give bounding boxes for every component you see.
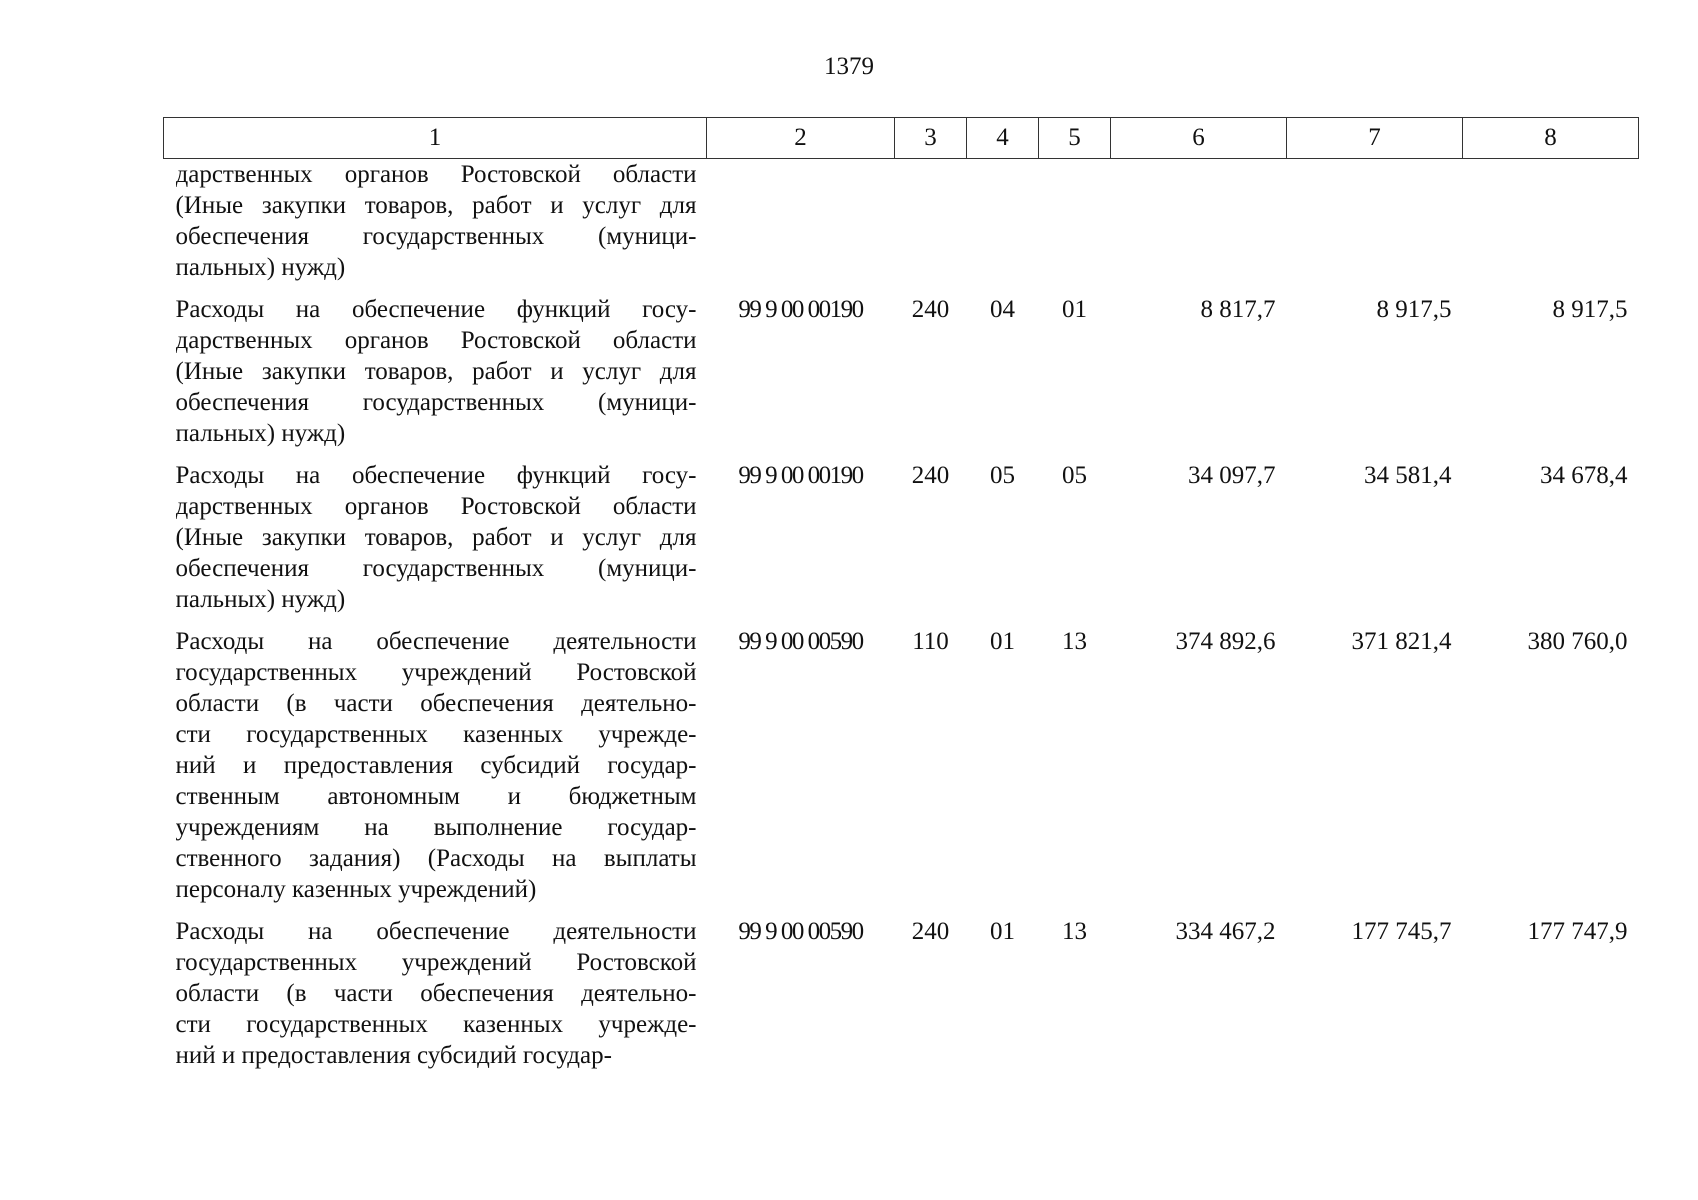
description-line: (Иные закупки товаров, работ и услуг для — [175, 358, 697, 385]
row-description — [164, 294, 707, 460]
row-amount-col7: 371 821,4 — [1351, 628, 1452, 655]
row-target-code: 99 9 00 00590 — [738, 628, 863, 655]
row-amount-col8: 8 917,5 — [1552, 296, 1628, 323]
column-header-4: 4 — [967, 118, 1039, 159]
row-amount-col8: 177 747,9 — [1527, 918, 1628, 945]
table-body — [164, 159, 1639, 1083]
description-line: пальных) нужд) — [175, 420, 346, 447]
row-amount-col6: 34 097,7 — [1188, 462, 1276, 489]
row-subsection — [1039, 159, 1111, 295]
row-expense-type: 240 — [911, 918, 950, 945]
description-line: области (в части обеспечения деятельно- — [175, 690, 697, 717]
row-subsection: 05 — [1062, 462, 1087, 489]
row-amount-col6: 8 817,7 — [1200, 296, 1276, 323]
row-target-code: 99 9 00 00190 — [738, 296, 863, 323]
description-line: обеспечения государственных (муници- — [175, 223, 697, 250]
row-description — [164, 916, 707, 1082]
column-header-6: 6 — [1111, 118, 1287, 159]
description-line: Расходы на обеспечение деятельности — [175, 628, 697, 655]
row-section: 05 — [990, 462, 1015, 489]
row-description — [164, 460, 707, 626]
description-line: ний и предоставления субсидий государ- — [175, 752, 697, 779]
table-row — [164, 460, 1639, 626]
row-target-code — [707, 159, 895, 295]
description-line: сти государственных казенных учрежде- — [175, 1011, 697, 1038]
description-line: государственных учреждений Ростовской — [175, 949, 697, 976]
row-amount-col6: 374 892,6 — [1175, 628, 1276, 655]
row-amount-col6 — [1111, 159, 1287, 295]
row-expense-type — [895, 159, 967, 295]
description-line: ственного задания) (Расходы на выплаты — [175, 845, 697, 872]
row-amount-col7: 177 745,7 — [1351, 918, 1452, 945]
row-target-code: 99 9 00 00590 — [738, 918, 863, 945]
row-subsection: 13 — [1062, 918, 1087, 945]
description-line: ственным автономным и бюджетным — [175, 783, 697, 810]
description-line: сти государственных казенных учрежде- — [175, 721, 697, 748]
row-section: 01 — [990, 628, 1015, 655]
page-number: 1379 — [824, 53, 874, 80]
row-amount-col7 — [1287, 159, 1463, 295]
row-expense-type: 240 — [911, 462, 950, 489]
column-header-2: 2 — [707, 118, 895, 159]
description-line: персоналу казенных учреждений) — [175, 876, 537, 903]
row-description — [164, 159, 707, 295]
description-line: Расходы на обеспечение функций госу- — [175, 296, 697, 323]
column-header-3: 3 — [895, 118, 967, 159]
column-header-8: 8 — [1463, 118, 1639, 159]
column-header-5: 5 — [1039, 118, 1111, 159]
description-line: Расходы на обеспечение деятельности — [175, 918, 697, 945]
description-line: (Иные закупки товаров, работ и услуг для — [175, 192, 697, 219]
row-amount-col8: 34 678,4 — [1540, 462, 1628, 489]
row-section: 01 — [990, 918, 1015, 945]
description-line: ний и предоставления субсидий государ- — [175, 1042, 612, 1069]
description-line: обеспечения государственных (муници- — [175, 555, 697, 582]
description-line: пальных) нужд) — [175, 254, 346, 281]
row-subsection: 13 — [1062, 628, 1087, 655]
table-header — [164, 118, 1639, 159]
description-line: государственных учреждений Ростовской — [175, 659, 697, 686]
row-target-code: 99 9 00 00190 — [738, 462, 863, 489]
description-line: дарственных органов Ростовской области — [175, 161, 697, 188]
table-row — [164, 159, 1639, 295]
table-row — [164, 916, 1639, 1082]
budget-table — [163, 117, 1639, 1082]
header-row — [164, 118, 1639, 159]
description-line: дарственных органов Ростовской области — [175, 327, 697, 354]
row-amount-col6: 334 467,2 — [1175, 918, 1276, 945]
table-row — [164, 294, 1639, 460]
description-line: обеспечения государственных (муници- — [175, 389, 697, 416]
row-amount-col7: 8 917,5 — [1376, 296, 1452, 323]
row-amount-col7: 34 581,4 — [1364, 462, 1452, 489]
row-section: 04 — [990, 296, 1015, 323]
row-expense-type: 110 — [912, 628, 949, 655]
row-subsection: 01 — [1062, 296, 1087, 323]
description-line: пальных) нужд) — [175, 586, 346, 613]
description-line: учреждениям на выполнение государ- — [175, 814, 697, 841]
row-amount-col8: 380 760,0 — [1527, 628, 1628, 655]
row-amount-col8 — [1463, 159, 1639, 295]
description-line: (Иные закупки товаров, работ и услуг для — [175, 524, 697, 551]
row-section — [967, 159, 1039, 295]
column-header-1: 1 — [164, 118, 707, 159]
row-expense-type: 240 — [911, 296, 950, 323]
description-line: дарственных органов Ростовской области — [175, 493, 697, 520]
description-line: области (в части обеспечения деятельно- — [175, 980, 697, 1007]
description-line: Расходы на обеспечение функций госу- — [175, 462, 697, 489]
table-row — [164, 626, 1639, 916]
row-description — [164, 626, 707, 916]
budget-table-container — [163, 117, 1638, 1082]
column-header-7: 7 — [1287, 118, 1463, 159]
